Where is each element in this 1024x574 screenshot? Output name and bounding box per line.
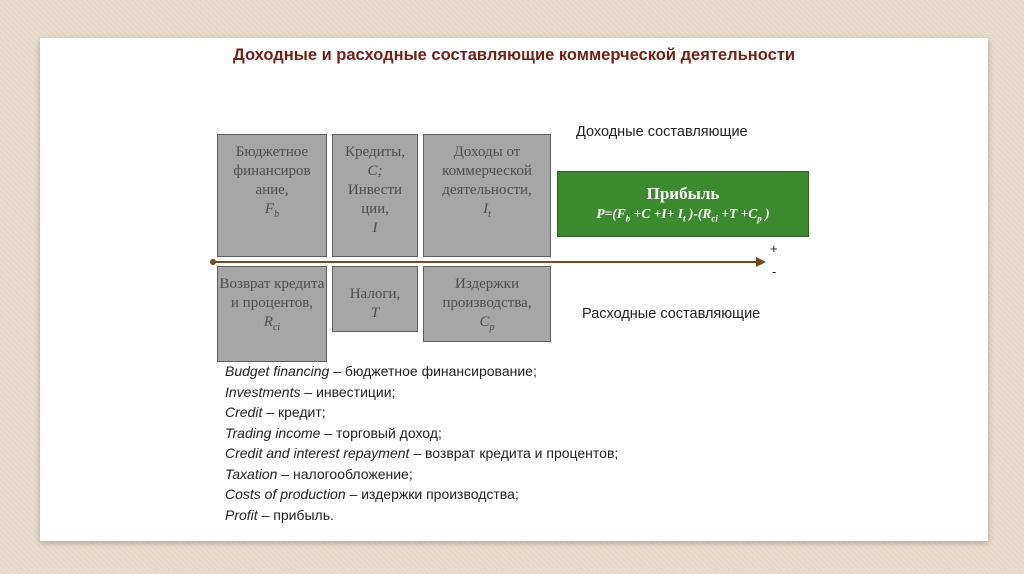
income-box-trading-text: Доходы от коммерческой деятельности, (442, 144, 532, 198)
expense-box-costs (423, 266, 551, 342)
income-box-budget (217, 134, 327, 257)
expense-box-taxes (332, 266, 418, 332)
glossary-item: Investments – инвестиции; (225, 383, 396, 400)
slide-title: Доходные и расходные составляющие коммерческой деятельности (233, 46, 795, 64)
expense-box-repayment-text: Возврат кредита и процентов, (219, 276, 325, 311)
plus-sign: + (770, 241, 778, 256)
expense-box-taxes-text: Налоги, (349, 286, 401, 302)
expense-box-costs-symbol: $C_p$ (479, 314, 495, 333)
expense-box-repayment-symbol: $R_{ci}$ (263, 314, 281, 333)
expense-box-repayment (217, 266, 327, 362)
expense-box-costs-text: Издержки производства, (442, 276, 532, 311)
income-box-credit-text: Кредиты, (344, 144, 405, 160)
income-box-investment-symbol: I (372, 220, 378, 236)
income-box-budget-text: Бюджетное финансиров ание, (233, 144, 311, 198)
glossary-item: Trading income – торговый доход; (225, 424, 442, 441)
glossary-item: Budget financing – бюджетное финансирование; (225, 363, 537, 379)
glossary-item: Taxation – налогообложение; (225, 465, 413, 482)
glossary (225, 361, 618, 525)
glossary-item: Credit and interest repayment – возврат кредита и процентов; (225, 445, 619, 461)
income-box-trading (423, 134, 551, 257)
glossary-item: Profit – прибыль. (225, 506, 334, 523)
income-label: Доходные составляющие (576, 124, 748, 140)
expense-label: Расходные составляющие (582, 306, 761, 322)
income-box-credit-symbol: C; (367, 163, 383, 179)
profit-formula: $P=(F_b +C +I+ I_t$ )$-(R_{ci} +T +C_p$ ) (596, 206, 770, 224)
expense-box-taxes-symbol: T (370, 305, 380, 321)
slide (40, 38, 988, 541)
minus-sign: - (772, 264, 777, 279)
income-box-trading-symbol: $I_t$ (483, 201, 491, 220)
glossary-item: Credit – кредит; (225, 404, 326, 420)
profit-title: Прибыль (646, 184, 720, 203)
profit-box (557, 171, 809, 237)
income-box-budget-symbol: $F_b$ (264, 201, 280, 220)
income-box-credit (332, 134, 418, 257)
glossary-item: Costs of production – издержки производства; (225, 486, 519, 502)
axis-arrow-head (756, 257, 766, 267)
income-box-investment-text: Инвести ции, (347, 182, 403, 217)
axis-line (212, 261, 760, 263)
